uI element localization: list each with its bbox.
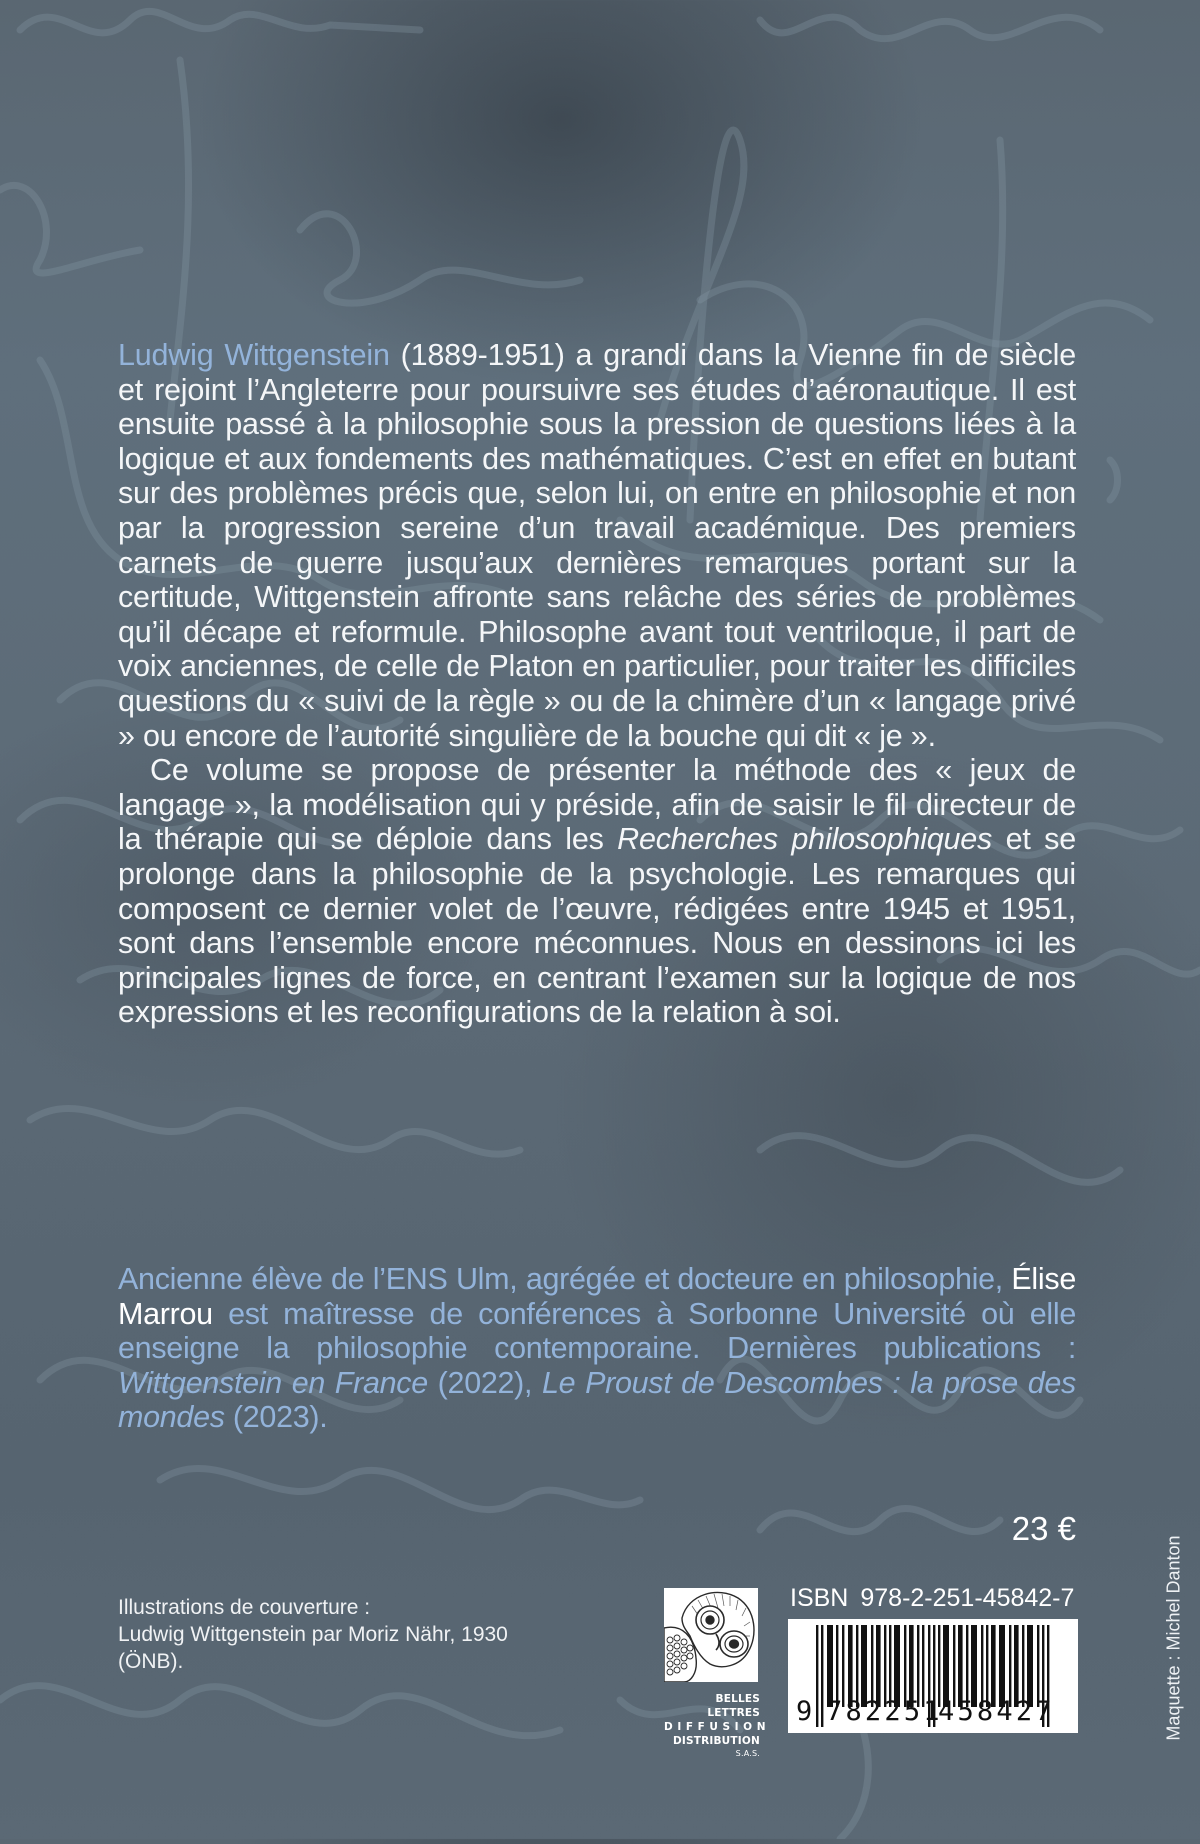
subject-name: Ludwig Wittgenstein: [118, 338, 390, 372]
paragraph-2-text-before: Ce volume se propose de présenter la méthode des « jeux de langage », la modélisation qui y préside, afin de saisir le fil directeur de la thérapie qui se déploie dans les: [118, 753, 1076, 857]
publication-2-year: (2023).: [224, 1400, 328, 1435]
design-credit: [1164, 1498, 1184, 1778]
publisher-line-4: S.A.S.: [735, 1749, 760, 1758]
barcode-first-digit: 9: [796, 1696, 813, 1727]
publisher-line-2: DIFFUSION: [664, 1721, 771, 1733]
paragraph-1-text: (1889-1951) a grandi dans la Vienne fin de siècle et rejoint l’Angleterre pour poursuivre ses études d’aéronautique. Il est ensuite passé à la philosophie sous la pression de questions liées à la logique et aux fondements des mathématiques. C’est en effet en butant sur des problèmes précis que, selon lui, on entre en philosophie et non par la progression sereine d’un travail académique. Des premiers carnets de guerre jusqu’aux dernières remarques portant sur la certitude, Wittgenstein affronte sans relâche des séries de problèmes qu’il décape et reformule. Philosophe avant tout ventriloque, il part de voix anciennes, de celle de Platon en particulier, pour traiter les difficiles questions du « suivi de la règle » ou de la chimère d’un « langage privé » ou encore de l’autorité singulière de la bouche qui dit « je ».: [118, 338, 1076, 753]
paragraph-2-text-after: et se prolonge dans la philosophie de la psychologie. Les remarques qui composent ce dernier volet de l’œuvre, rédigées entre 1945 et 1951, sont dans l’ensemble encore méconnues. Nous en dessinons ici les principales lignes de force, en centrant l’examen sur la logique de nos expressions et les reconfigurations de la relation à soi.: [118, 822, 1076, 1030]
description-paragraph-1: [118, 338, 1076, 753]
description-paragraph-2: [118, 753, 1076, 1030]
credits-line-3: (ÖNB).: [118, 1650, 184, 1673]
isbn-value: 978-2-251-45842-7: [860, 1584, 1075, 1612]
barcode-digits: [788, 1697, 1078, 1727]
barcode-right-digits: 458427: [938, 1696, 1055, 1727]
barcode: [788, 1619, 1078, 1733]
isbn-label: ISBN: [790, 1584, 849, 1612]
author-name: Élise Marrou: [118, 1262, 1076, 1331]
isbn-text: [790, 1584, 1074, 1613]
book-description: [118, 338, 1076, 1030]
publisher-line-1: BELLES LETTRES: [707, 1693, 760, 1719]
credits-line-1: Illustrations de couverture :: [118, 1596, 371, 1619]
bio-text-middle: est maîtresse de conférences à Sorbonne Université où elle enseigne la philosophie contemporaine. Dernières publications :: [118, 1296, 1076, 1366]
illustration-credits: [118, 1594, 508, 1675]
barcode-left-digits: 782251: [826, 1696, 943, 1727]
publisher-line-3: DISTRIBUTION: [672, 1735, 760, 1747]
publication-1-year: (2022),: [427, 1365, 542, 1400]
author-bio: [118, 1262, 1076, 1435]
owl-icon: [664, 1588, 758, 1682]
publication-2-title: Le Proust de Descombes : la prose des mondes: [118, 1365, 1076, 1435]
publication-1-title: Wittgenstein en France: [118, 1365, 428, 1400]
design-credit-text: Maquette : Michel Danton: [1163, 1535, 1184, 1741]
publisher-logo: [664, 1588, 771, 1760]
work-title: Recherches philosophiques: [617, 822, 993, 857]
price: 23 €: [1011, 1510, 1076, 1547]
bio-text-before: Ancienne élève de l’ENS Ulm, agrégée et docteure en philosophie,: [118, 1262, 1012, 1296]
credits-line-2: Ludwig Wittgenstein par Moriz Nähr, 1930: [118, 1623, 508, 1646]
publisher-name: [664, 1692, 771, 1760]
